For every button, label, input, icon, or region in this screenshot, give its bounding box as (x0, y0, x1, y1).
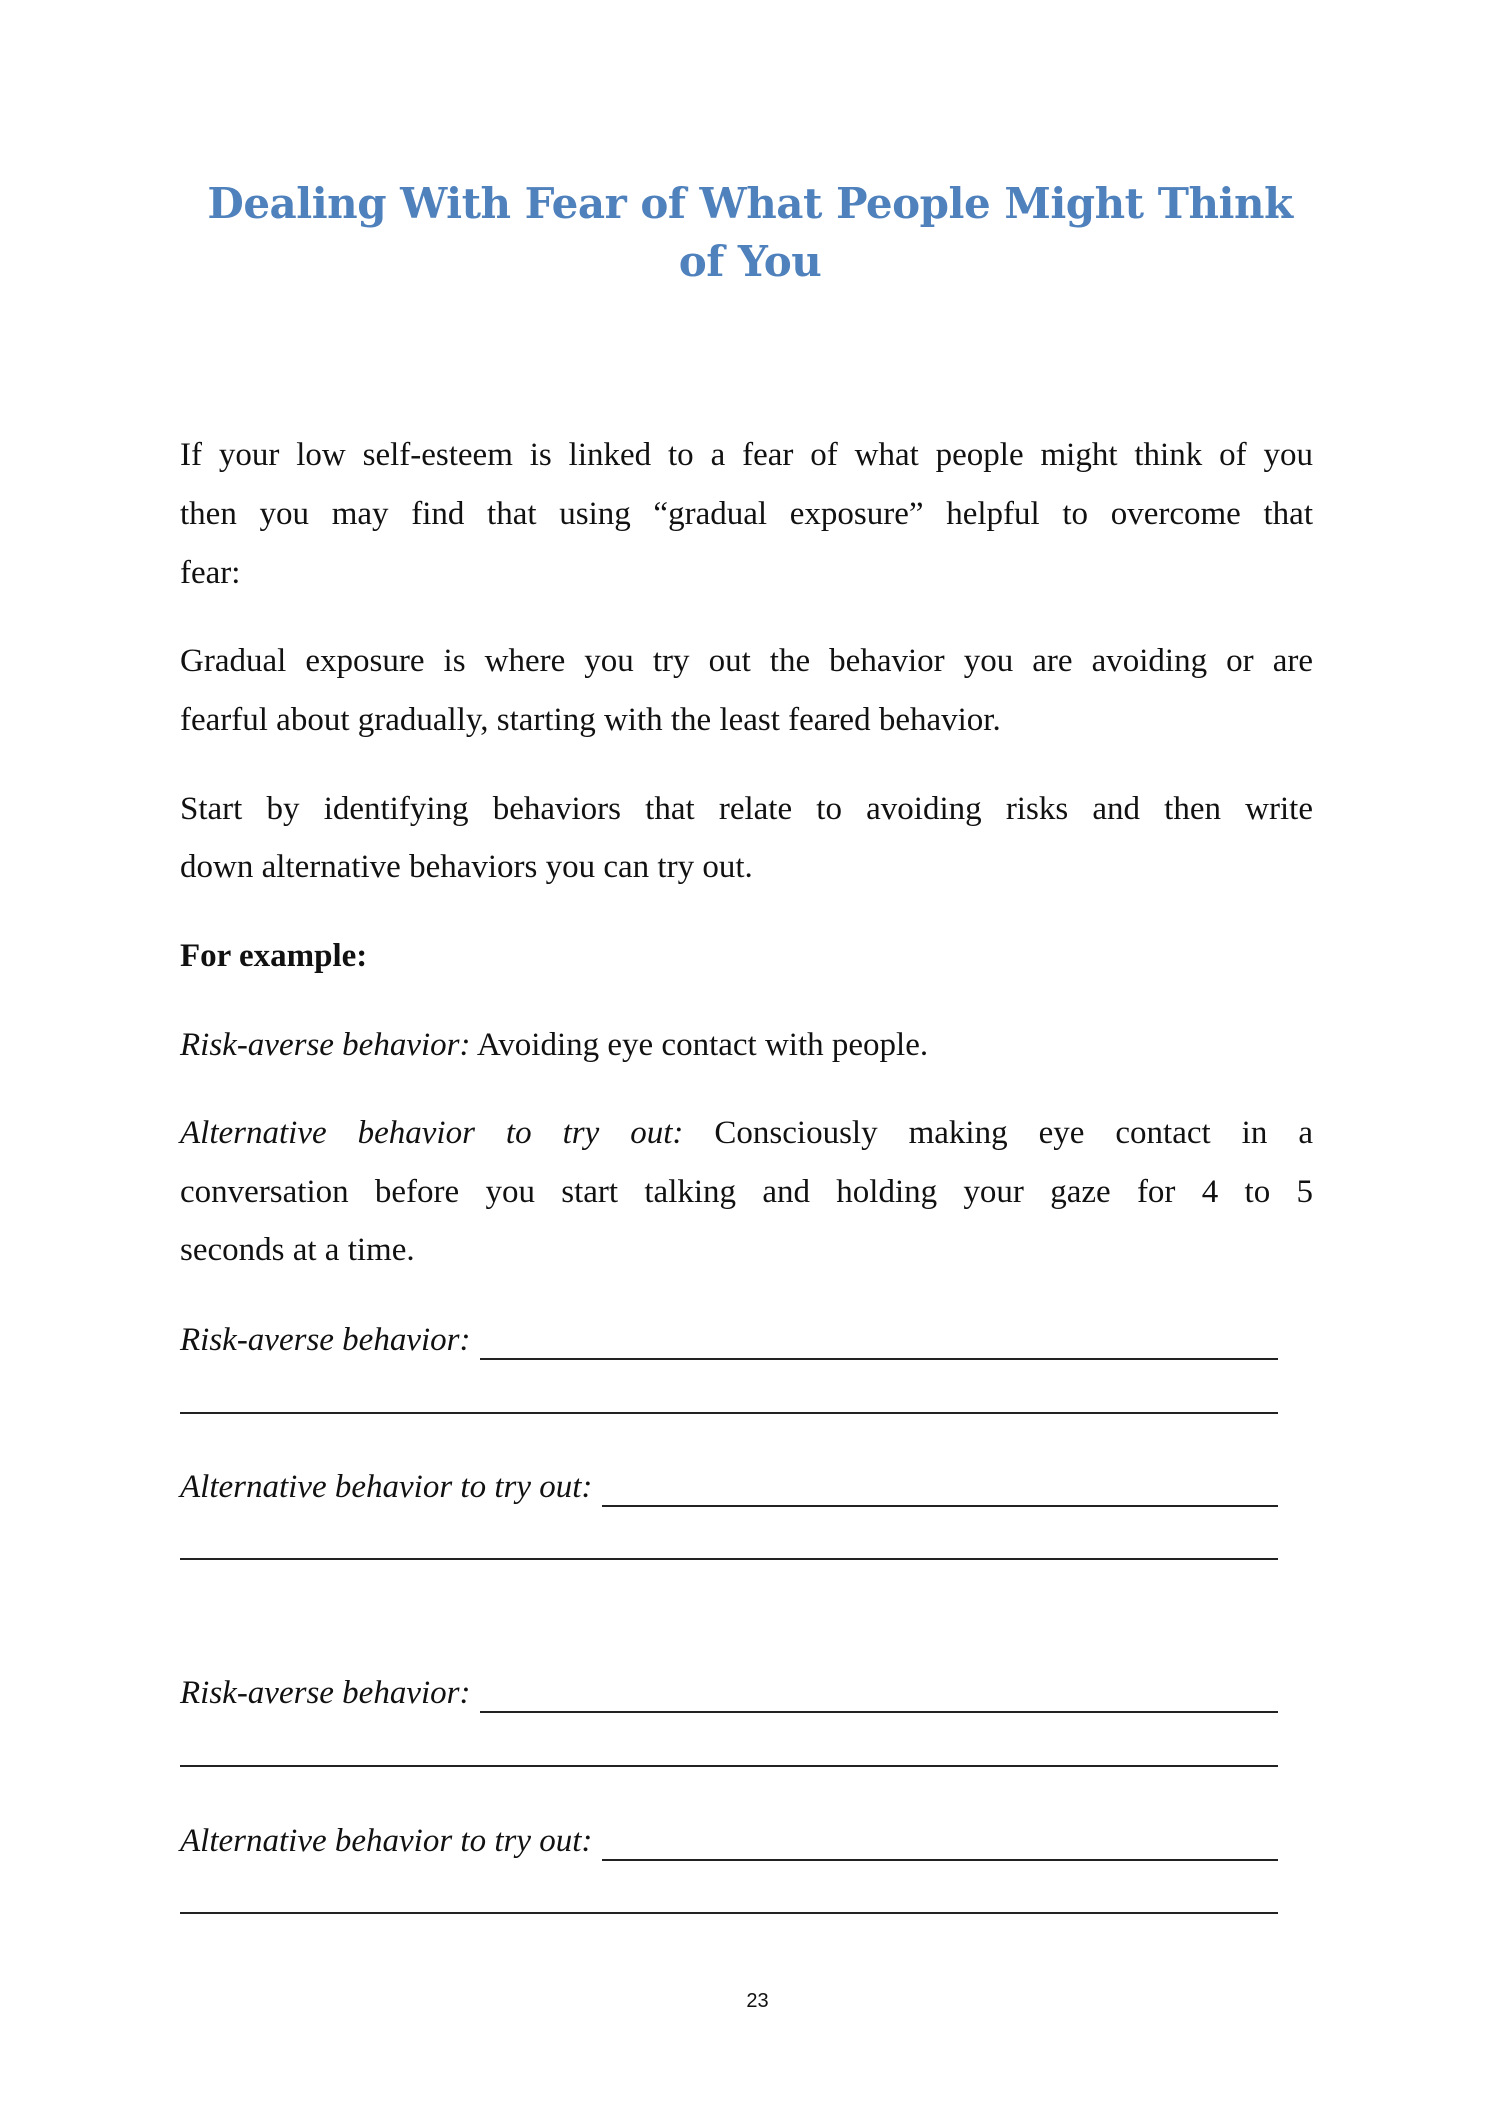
field-label: Risk-averse behavior: (180, 1675, 471, 1711)
alt-label: Alternative behavior to try out: (180, 1115, 684, 1151)
blank-line[interactable] (180, 1765, 1278, 1767)
alt-field-1[interactable] (180, 1467, 1278, 1507)
blank-line[interactable] (602, 1825, 1278, 1861)
paragraph-line: conversation before you start talking and holding your gaze for 4 to 5 (180, 1174, 1313, 1210)
paragraph-line: seconds at a time. (180, 1232, 415, 1268)
risk-field-2[interactable] (180, 1673, 1278, 1713)
risk-text: Avoiding eye contact with people. (470, 1027, 929, 1063)
example-risk (180, 1025, 1313, 1065)
paragraph-line: Gradual exposure is where you try out the behavior you are avoiding or are (180, 643, 1313, 679)
blank-line[interactable] (180, 1558, 1278, 1560)
paragraph-line: fearful about gradually, starting with the least feared behavior. (180, 702, 1001, 738)
page-title (150, 175, 1350, 291)
page-number: 23 (746, 1990, 769, 2012)
paragraph-line: down alternative behaviors you can try out. (180, 849, 753, 885)
paragraph-line: Start by identifying behaviors that relate to avoiding risks and then write (180, 791, 1313, 827)
blank-line[interactable] (180, 1912, 1278, 1914)
title-line-2: of You (678, 237, 822, 286)
alt-text: Consciously making eye contact in a (683, 1115, 1313, 1151)
blank-line[interactable] (480, 1677, 1278, 1713)
paragraph-line: fear: (180, 555, 241, 591)
risk-field-1[interactable] (180, 1320, 1278, 1360)
field-label: Risk-averse behavior: (180, 1322, 471, 1358)
risk-label: Risk-averse behavior: (180, 1027, 471, 1063)
paragraph-line: If your low self-esteem is linked to a fear of what people might think of you (180, 437, 1313, 473)
field-label: Alternative behavior to try out: (180, 1823, 593, 1859)
field-label: Alternative behavior to try out: (180, 1469, 593, 1505)
title-line-1: Dealing With Fear of What People Might Think (207, 179, 1293, 228)
alt-field-2[interactable] (180, 1821, 1278, 1861)
example-alt (180, 1113, 1313, 1153)
example-heading: For example: (180, 938, 368, 974)
blank-line[interactable] (180, 1412, 1278, 1414)
blank-line[interactable] (602, 1471, 1278, 1507)
paragraph-line: then you may find that using “gradual exposure” helpful to overcome that (180, 496, 1313, 532)
blank-line[interactable] (480, 1324, 1278, 1360)
